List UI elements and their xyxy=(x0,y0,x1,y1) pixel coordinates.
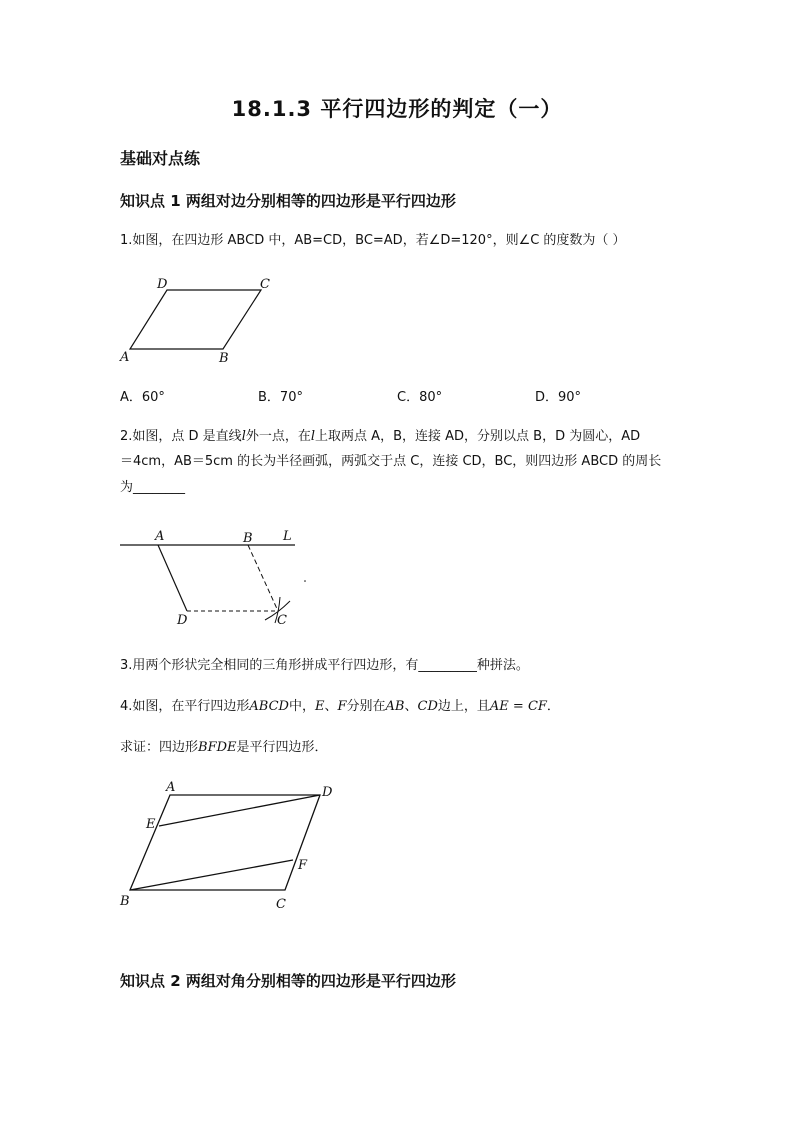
label-a: A xyxy=(166,780,176,795)
section-heading: 基础对点练 xyxy=(120,149,201,168)
parallelogram-abcd xyxy=(130,795,320,890)
question-4-proof: 求证：四边形BFDE是平行四边形． xyxy=(120,740,328,755)
question-2-line-2: ＝4cm，AB＝5cm 的长为半径画弧，两弧交于点 C，连接 CD，BC，则四边形 ABCD 的周长 xyxy=(120,454,662,469)
label-a: A xyxy=(155,529,165,544)
question-4-figure xyxy=(115,778,340,913)
label-c: C xyxy=(277,613,287,628)
option-c: C．80° xyxy=(397,390,443,405)
option-a: A．60° xyxy=(120,390,165,405)
question-3-text: 3.用两个形状完全相同的三角形拼成平行四边形，有_________种拼法。 xyxy=(120,658,529,673)
label-d: D xyxy=(322,785,333,800)
label-b: B xyxy=(120,894,130,909)
dot-mark xyxy=(304,580,306,582)
question-2-figure xyxy=(115,525,315,630)
label-b: B xyxy=(243,531,253,546)
question-4-text: 4.如图，在平行四边形ABCD中，E、F分别在AB、CD边上，且AE = CF． xyxy=(120,699,560,714)
segment-ad xyxy=(158,545,187,611)
label-e: E xyxy=(146,817,156,832)
label-f: F xyxy=(298,858,308,873)
option-b: B．70° xyxy=(258,390,303,405)
page-title: 18.1.3 平行四边形的判定（一） xyxy=(231,97,563,121)
question-1-figure xyxy=(115,275,285,367)
label-l: L xyxy=(283,529,292,544)
label-b: B xyxy=(219,351,229,366)
segment-bc xyxy=(248,545,278,611)
knowledge-point-1: 知识点 1 两组对边分别相等的四边形是平行四边形 xyxy=(120,192,456,210)
label-d: D xyxy=(157,277,168,292)
segment-ed xyxy=(159,795,320,826)
label-c: C xyxy=(276,897,286,912)
question-2-line-3: 为________ xyxy=(120,480,186,495)
label-a: A xyxy=(120,350,130,365)
label-c: C xyxy=(260,277,270,292)
parallelogram-abcd xyxy=(130,290,261,349)
label-d: D xyxy=(177,613,188,628)
question-1-text: 1.如图，在四边形 ABCD 中，AB=CD，BC=AD，若∠D=120°，则∠C 的度数为（ ） xyxy=(120,233,626,248)
segment-bf xyxy=(130,860,293,890)
question-2-line-1: 2.如图，点 D 是直线l外一点，在l上取两点 A，B，连接 AD，分别以点 B，D 为圆心，AD xyxy=(120,429,641,444)
option-d: D．90° xyxy=(535,390,582,405)
knowledge-point-2: 知识点 2 两组对角分别相等的四边形是平行四边形 xyxy=(120,972,456,990)
